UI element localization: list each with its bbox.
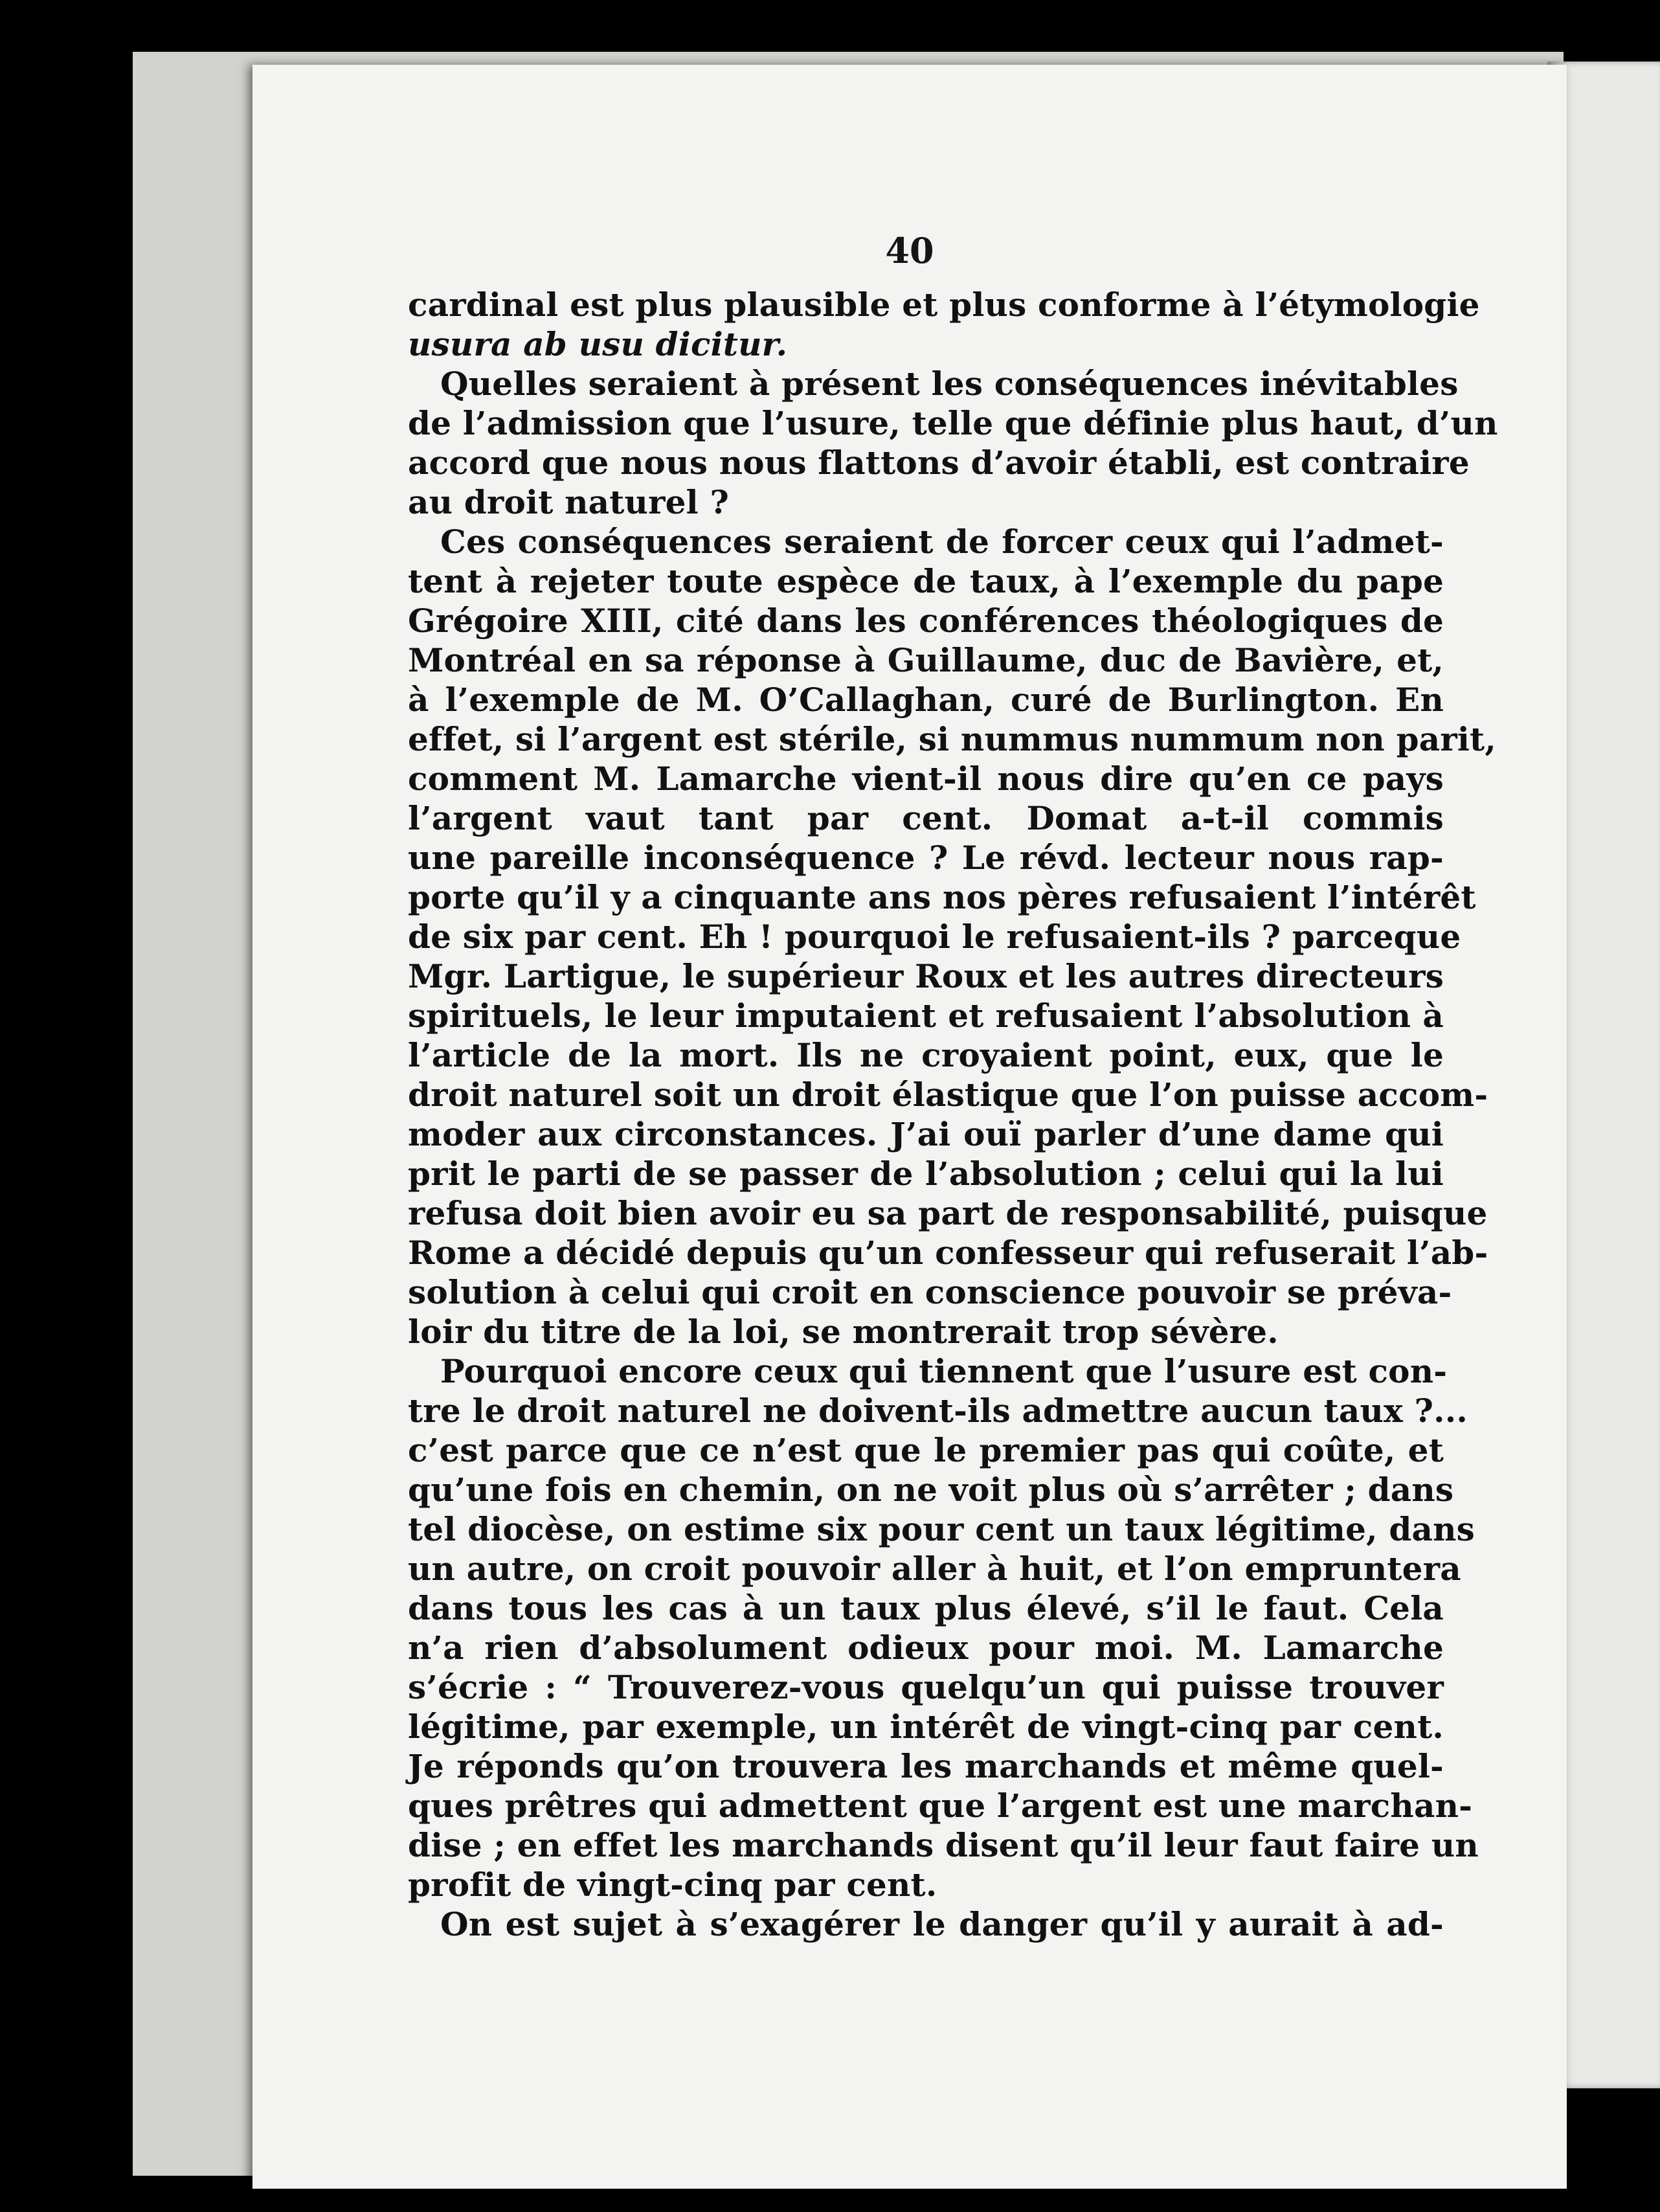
text-line: Montréal en sa réponse à Guillaume, duc de Bavière, et,: [408, 641, 1444, 679]
text-line: de six par cent. Eh ! pourquoi le refusaient-ils ? parceque: [408, 918, 1461, 956]
text-line: légitime, par exemple, un intérêt de vingt-cinq par cent.: [408, 1708, 1444, 1746]
text-line: Je réponds qu’on trouvera les marchands et même quel-: [408, 1747, 1444, 1785]
text-line: solution à celui qui croit en conscience pouvoir se préva-: [408, 1273, 1452, 1311]
page-number: 40: [885, 230, 934, 271]
text-line: tel diocèse, on estime six pour cent un taux légitime, dans: [408, 1510, 1475, 1548]
text-line: l’article de la mort. Ils ne croyaient point, eux, que le: [408, 1036, 1444, 1074]
text-line: Pourquoi encore ceux qui tiennent que l’usure est con-: [440, 1352, 1448, 1390]
text-line: Grégoire XIII, cité dans les conférences théologiques de: [408, 602, 1444, 640]
text-line: refusa doit bien avoir eu sa part de responsabilité, puisque: [408, 1194, 1488, 1232]
text-line: dise ; en effet les marchands disent qu’il leur faut faire un: [408, 1826, 1479, 1864]
text-line: porte qu’il y a cinquante ans nos pères refusaient l’intérêt: [408, 878, 1476, 916]
text-line: tent à rejeter toute espèce de taux, à l’exemple du pape: [408, 562, 1444, 600]
text-line: à l’exemple de M. O’Callaghan, curé de Burlington. En: [408, 681, 1444, 719]
text-line: qu’une fois en chemin, on ne voit plus où s’arrêter ; dans: [408, 1471, 1454, 1509]
text-line: une pareille inconséquence ? Le révd. lecteur nous rap-: [408, 839, 1444, 877]
text-line: Rome a décidé depuis qu’un confesseur qui refuserait l’ab-: [408, 1234, 1488, 1272]
text-line: c’est parce que ce n’est que le premier pas qui coûte, et: [408, 1431, 1444, 1469]
text-line: tre le droit naturel ne doivent-ils admettre aucun taux ?...: [408, 1392, 1468, 1430]
text-line: Quelles seraient à présent les conséquences inévitables: [440, 365, 1459, 403]
document-page: [252, 65, 1567, 2189]
text-line: n’a rien d’absolument odieux pour moi. M. Lamarche: [408, 1629, 1444, 1667]
text-line: moder aux circonstances. J’ai ouï parler d’une dame qui: [408, 1115, 1444, 1153]
text-line: effet, si l’argent est stérile, si nummus nummum non parit,: [408, 720, 1496, 758]
text-line: au droit naturel ?: [408, 483, 729, 521]
text-line: prit le parti de se passer de l’absolution ; celui qui la lui: [408, 1155, 1444, 1193]
text-line: comment M. Lamarche vient-il nous dire qu’en ce pays: [408, 760, 1444, 798]
text-line: spirituels, le leur imputaient et refusaient l’absolution à: [408, 997, 1444, 1035]
text-line: ques prêtres qui admettent que l’argent est une marchan-: [408, 1787, 1473, 1825]
text-line: loir du titre de la loi, se montrerait trop sévère.: [408, 1313, 1279, 1351]
text-line: usura ab usu dicitur.: [408, 325, 788, 363]
text-line: accord que nous nous flattons d’avoir établi, est contraire: [408, 444, 1470, 482]
text-line: dans tous les cas à un taux plus élevé, s’il le faut. Cela: [408, 1589, 1444, 1627]
text-line: s’écrie : “ Trouverez-vous quelqu’un qui puisse trouver: [408, 1668, 1444, 1706]
text-line: On est sujet à s’exagérer le danger qu’il y aurait à ad-: [440, 1905, 1444, 1943]
text-line: l’argent vaut tant par cent. Domat a-t-il commis: [408, 799, 1444, 837]
text-line: cardinal est plus plausible et plus conforme à l’étymologie: [408, 286, 1480, 324]
body-text: [408, 285, 1498, 1944]
text-line: de l’admission que l’usure, telle que définie plus haut, d’un: [408, 404, 1498, 442]
text-line: Mgr. Lartigue, le supérieur Roux et les autres directeurs: [408, 957, 1444, 995]
text-line: profit de vingt-cinq par cent.: [408, 1866, 937, 1904]
text-line: un autre, on croit pouvoir aller à huit, et l’on empruntera: [408, 1550, 1461, 1588]
text-line: Ces conséquences seraient de forcer ceux qui l’admet-: [440, 523, 1444, 561]
text-line: droit naturel soit un droit élastique que l’on puisse accom-: [408, 1076, 1488, 1114]
